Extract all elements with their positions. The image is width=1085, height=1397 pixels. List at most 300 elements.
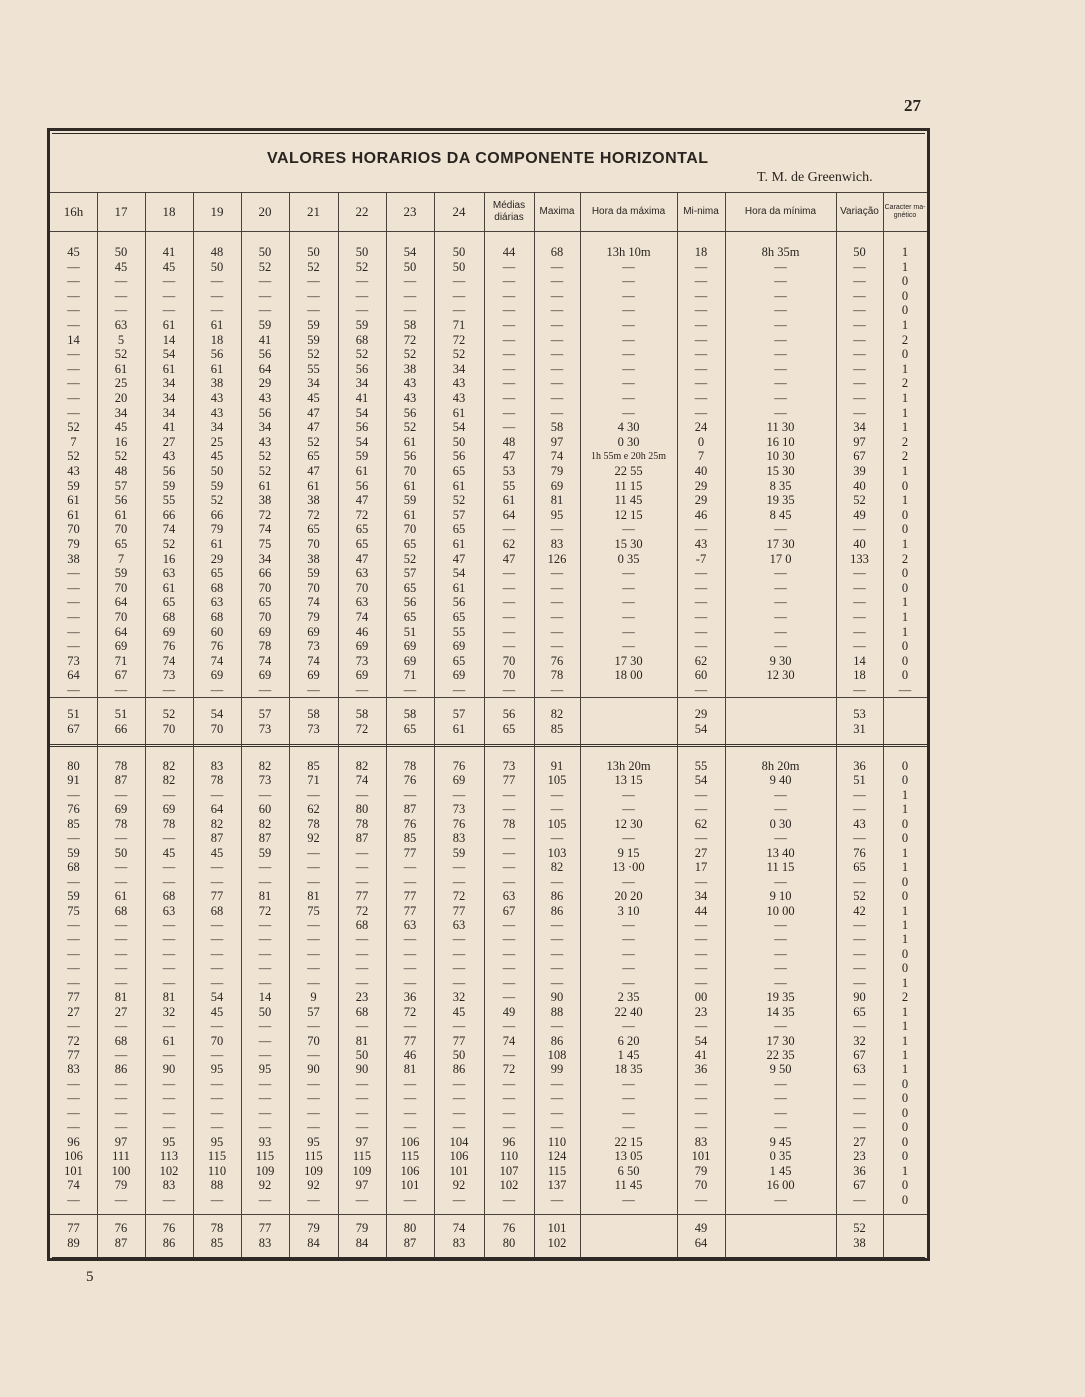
table-cell: 101 (691, 1149, 711, 1164)
table-cell: 25 (114, 376, 128, 391)
table-cell: 82 (258, 759, 272, 773)
column-header: 19 (210, 204, 224, 219)
table-cell: 109 (255, 1163, 275, 1178)
table-cell: 2 (901, 990, 909, 1005)
table-cell: 78 (550, 668, 564, 683)
table-cell: — (502, 595, 516, 610)
table-cell: 90 (355, 1062, 369, 1077)
frame-inner-line (52, 1257, 925, 1258)
table-cell: 72 (355, 722, 369, 736)
table-cell: 69 (550, 478, 564, 493)
table-cell: — (774, 975, 787, 990)
table-cell: 61 (355, 464, 369, 478)
table-cell: 90 (853, 990, 866, 1005)
table-cell: 54 (210, 990, 224, 1005)
table-cell: 1 (901, 1062, 909, 1077)
table-row (50, 522, 927, 537)
table-cell: — (774, 874, 787, 889)
table-cell: — (67, 259, 80, 274)
table-row (50, 817, 927, 832)
table-cell: 102 (547, 1236, 567, 1250)
table-cell: 86 (162, 1236, 176, 1250)
row-rule (50, 231, 927, 232)
table-cell: 83 (452, 1236, 466, 1250)
table-cell: 3 10 (617, 903, 640, 918)
table-cell: 57 (114, 478, 128, 493)
table-cell: 52 (307, 347, 320, 362)
table-cell: — (774, 1120, 787, 1135)
table-cell: 54 (355, 434, 369, 449)
table-cell: — (403, 961, 417, 976)
table-cell: 0 (901, 1105, 909, 1120)
table-cell: 65 (853, 1004, 866, 1019)
table-cell: 0 30 (769, 816, 792, 831)
table-cell: — (162, 787, 176, 802)
table-cell: 9 45 (769, 1134, 792, 1149)
table-cell: 86 (550, 1033, 564, 1048)
table-cell: — (550, 259, 564, 274)
table-cell: 61 (162, 580, 176, 595)
table-cell: 5 (117, 332, 125, 347)
table-cell: 65 (307, 449, 320, 464)
table-cell: 61 (403, 478, 417, 493)
table-cell: 11 30 (766, 420, 795, 435)
table-cell: — (502, 361, 516, 376)
table-cell: 59 (307, 318, 320, 332)
column-header: 21 (307, 204, 320, 219)
table-row (50, 435, 927, 450)
table-cell: 68 (114, 903, 128, 918)
table-cell: 50 (403, 259, 417, 274)
table-cell: — (258, 946, 272, 961)
table-cell: — (67, 361, 80, 376)
table-cell: — (694, 288, 708, 303)
table-cell: — (258, 961, 272, 976)
table-cell: 46 (355, 624, 369, 639)
table-cell: — (550, 802, 564, 817)
table-cell: 95 (550, 507, 564, 522)
table-cell: 0 (901, 1178, 909, 1193)
table-cell: 126 (547, 551, 567, 566)
table-cell: — (622, 405, 635, 420)
table-cell: — (774, 787, 787, 802)
table-row (50, 625, 927, 640)
table-cell: — (162, 917, 176, 932)
table-cell: — (694, 975, 708, 990)
table-cell: — (502, 624, 516, 639)
table-cell: — (355, 946, 369, 961)
table-cell: 65 (258, 595, 272, 610)
table-cell: 70 (694, 1178, 708, 1193)
table-cell: 76 (162, 1221, 176, 1235)
table-cell: — (622, 332, 635, 347)
table-cell: 90 (162, 1062, 176, 1077)
table-cell: — (622, 975, 635, 990)
table-cell: 115 (400, 1149, 420, 1164)
table-cell: 115 (255, 1149, 275, 1164)
table-cell: 71 (307, 773, 320, 788)
table-cell: — (403, 1120, 417, 1135)
table-cell: — (622, 1120, 635, 1135)
table-cell: — (502, 1076, 516, 1091)
table-cell: 46 (694, 507, 708, 522)
table-cell: 65 (452, 610, 466, 624)
table-row (50, 610, 927, 625)
table-cell: — (550, 1019, 564, 1034)
table-cell: — (622, 639, 635, 654)
table-cell: 69 (403, 653, 417, 668)
table-cell: 64 (694, 1236, 708, 1250)
table-cell: — (355, 1105, 369, 1120)
table-cell: 78 (210, 773, 224, 788)
table-cell: 79 (307, 1221, 320, 1235)
table-cell: 70 (162, 722, 176, 736)
table-cell: — (355, 1076, 369, 1091)
table-cell: 59 (67, 845, 80, 860)
table-cell: — (258, 288, 272, 303)
table-cell: 43 (403, 376, 417, 391)
table-cell: 83 (452, 831, 466, 846)
table-cell: 43 (452, 391, 466, 405)
table-cell: — (210, 961, 224, 976)
table-cell: — (114, 683, 128, 697)
table-cell: 58 (403, 707, 417, 721)
table-cell: — (502, 874, 516, 889)
table-cell: 76 (210, 639, 224, 654)
table-cell: — (162, 946, 176, 961)
table-cell: 4 30 (617, 420, 640, 435)
table-cell: 69 (403, 639, 417, 654)
table-cell: — (550, 683, 564, 697)
table-cell: — (67, 932, 80, 947)
table-cell: — (502, 932, 516, 947)
table-cell: 43 (403, 391, 417, 405)
table-cell: — (550, 961, 564, 976)
table-cell: 76 (452, 759, 466, 773)
table-cell: 17 (694, 860, 708, 875)
table-cell: 58 (550, 420, 564, 435)
table-row (50, 1149, 927, 1164)
table-cell: — (550, 580, 564, 595)
table-cell: 1 (901, 845, 909, 860)
table-cell: — (307, 860, 320, 875)
table-cell: — (774, 274, 787, 289)
table-cell: — (853, 610, 866, 624)
table-row (50, 274, 927, 289)
table-cell: 36 (694, 1062, 708, 1077)
table-cell: 93 (258, 1134, 272, 1149)
table-cell: — (258, 1105, 272, 1120)
table-cell: 1 (901, 860, 909, 875)
table-cell: 58 (355, 707, 369, 721)
table-cell: 73 (67, 653, 80, 668)
table-cell: 45 (307, 391, 320, 405)
table-cell: — (550, 917, 564, 932)
table-cell: 1 (901, 493, 909, 508)
table-cell: 43 (853, 816, 866, 831)
table-cell: 70 (307, 1033, 320, 1048)
table-cell: 1 (901, 318, 909, 332)
table-cell: 18 00 (614, 668, 643, 683)
table-cell: — (853, 624, 866, 639)
table-cell: 43 (210, 405, 224, 420)
table-cell: 77 (403, 1033, 417, 1048)
table-cell: 7 (697, 449, 705, 464)
table-cell: 61 (210, 318, 224, 332)
table-cell: 56 (355, 361, 369, 376)
table-cell: — (452, 1076, 466, 1091)
table-cell: 90 (550, 990, 564, 1005)
table-cell: — (258, 975, 272, 990)
table-cell: 109 (304, 1163, 323, 1178)
table-cell: 63 (452, 917, 466, 932)
table-cell: 54 (694, 722, 708, 736)
table-cell: — (67, 318, 80, 332)
table-cell: 72 (452, 889, 466, 904)
table-cell: 78 (210, 1221, 224, 1235)
table-cell: 79 (114, 1178, 128, 1193)
table-cell: 51 (67, 707, 80, 721)
table-cell: 63 (114, 318, 128, 332)
table-cell: 99 (550, 1062, 564, 1077)
table-cell: 69 (162, 802, 176, 817)
table-cell: 70 (502, 653, 516, 668)
table-cell: — (550, 932, 564, 947)
table-row (50, 1005, 927, 1020)
table-row (50, 788, 927, 803)
table-cell: — (622, 1076, 635, 1091)
table-cell: — (403, 288, 417, 303)
table-cell: — (774, 932, 787, 947)
table-cell: 57 (307, 1004, 320, 1019)
table-cell: 23 (355, 990, 369, 1005)
table-cell: 50 (258, 245, 272, 259)
table-row (50, 707, 927, 722)
table-cell: — (67, 917, 80, 932)
table-row (50, 1178, 927, 1193)
table-cell: 0 (901, 1192, 909, 1207)
table-cell: 96 (502, 1134, 516, 1149)
column-header: 24 (452, 204, 466, 219)
table-cell: — (774, 639, 787, 654)
table-cell: 34 (307, 376, 320, 391)
table-cell: 56 (403, 405, 417, 420)
table-cell: — (853, 639, 866, 654)
table-cell: 74 (67, 1178, 80, 1193)
table-cell: — (162, 303, 176, 318)
table-cell: 41 (694, 1048, 708, 1062)
table-cell: — (694, 332, 708, 347)
table-cell: — (210, 975, 224, 990)
table-cell: 72 (403, 332, 417, 347)
table-cell: — (853, 1105, 866, 1120)
table-cell: — (114, 831, 128, 846)
table-cell: 23 (853, 1149, 866, 1164)
table-cell: 50 (114, 845, 128, 860)
table-cell: 52 (853, 493, 866, 508)
table-row (50, 245, 927, 260)
table-cell: 43 (694, 537, 708, 551)
table-cell: 55 (307, 361, 320, 376)
table-cell: — (853, 683, 866, 697)
table-cell: 1 (901, 1019, 909, 1034)
table-row (50, 1221, 927, 1236)
table-cell: 78 (403, 759, 417, 773)
table-cell: 77 (403, 889, 417, 904)
table-cell: 69 (258, 668, 272, 683)
table-row (50, 846, 927, 861)
table-cell: 56 (162, 464, 176, 478)
table-cell: 101 (547, 1221, 567, 1235)
table-cell: 69 (355, 639, 369, 654)
table-cell: 52 (258, 449, 272, 464)
table-cell: 65 (114, 537, 128, 551)
table-cell: 92 (452, 1178, 466, 1193)
table-cell: 43 (210, 391, 224, 405)
table-cell: 104 (449, 1134, 469, 1149)
table-cell: 1 (901, 932, 909, 947)
table-row (50, 932, 927, 947)
table-cell: — (307, 1076, 320, 1091)
table-cell: — (67, 595, 80, 610)
table-cell: — (67, 961, 80, 976)
table-cell: 19 35 (766, 493, 795, 508)
table-cell: 90 (307, 1062, 320, 1077)
table-cell: 65 (162, 595, 176, 610)
table-cell: 72 (355, 507, 369, 522)
table-cell: 87 (355, 831, 369, 846)
table-cell: — (307, 917, 320, 932)
table-cell: 68 (355, 917, 369, 932)
table-cell: 63 (355, 595, 369, 610)
table-cell: 38 (853, 1236, 866, 1250)
table-cell: — (162, 932, 176, 947)
table-cell: — (622, 303, 635, 318)
table-cell: — (403, 274, 417, 289)
table-cell: — (502, 802, 516, 817)
table-cell: — (853, 595, 866, 610)
table-cell: — (452, 975, 466, 990)
table-cell: 111 (112, 1149, 130, 1164)
table-cell: — (307, 946, 320, 961)
table-cell: 46 (403, 1048, 417, 1062)
table-cell: 81 (550, 493, 564, 508)
table-cell: — (694, 961, 708, 976)
table-cell: 55 (502, 478, 516, 493)
table-cell: 69 (114, 639, 128, 654)
table-cell: 14 (67, 332, 80, 347)
table-cell: 34 (162, 376, 176, 391)
table-cell: 0 (901, 639, 909, 654)
table-cell: 52 (67, 420, 80, 435)
table-cell: — (403, 1076, 417, 1091)
table-cell: — (114, 874, 128, 889)
column-header: Caracter ma-gnético (884, 204, 926, 219)
table-cell: 79 (307, 610, 320, 624)
table-cell: 85 (67, 816, 80, 831)
table-cell: — (355, 961, 369, 976)
table-cell: 82 (550, 707, 564, 721)
table-cell: 0 (901, 1076, 909, 1091)
table-cell: — (258, 932, 272, 947)
table-cell: 79 (694, 1163, 708, 1178)
table-cell: 2 (901, 434, 909, 449)
table-cell: 41 (162, 420, 176, 435)
table-cell: 77 (355, 889, 369, 904)
table-cell: — (774, 347, 787, 362)
table-cell: 50 (210, 259, 224, 274)
table-cell: 54 (694, 1033, 708, 1048)
table-cell: — (622, 624, 635, 639)
table-cell: 88 (550, 1004, 564, 1019)
table-cell: 78 (114, 759, 128, 773)
table-cell: 29 (694, 478, 708, 493)
table-cell: 85 (307, 759, 320, 773)
table-cell: 68 (355, 1004, 369, 1019)
table-cell: 47 (355, 493, 369, 508)
table-cell: 65 (403, 580, 417, 595)
table-cell: 76 (114, 1221, 128, 1235)
table-cell: 0 (901, 946, 909, 961)
table-cell: — (452, 288, 466, 303)
table-cell: 1 (901, 1163, 909, 1178)
table-cell: 49 (853, 507, 866, 522)
table-cell: — (550, 361, 564, 376)
table-cell: 52 (452, 347, 466, 362)
table-cell: 78 (258, 639, 272, 654)
table-cell: 64 (502, 507, 516, 522)
table-cell: 55 (694, 759, 708, 773)
table-cell: 0 (901, 1134, 909, 1149)
table-cell: 115 (207, 1149, 227, 1164)
table-cell: 77 (67, 990, 80, 1005)
table-cell: — (502, 1105, 516, 1120)
table-cell: 55 (452, 624, 466, 639)
table-cell: — (403, 932, 417, 947)
table-row (50, 831, 927, 846)
table-cell: — (162, 274, 176, 289)
column-header: 16h (63, 204, 84, 219)
table-cell: 70 (403, 464, 417, 478)
table-cell: 73 (258, 722, 272, 736)
table-cell: — (502, 420, 516, 435)
table-cell: — (550, 274, 564, 289)
table-cell: 77 (403, 845, 417, 860)
table-cell: — (67, 288, 80, 303)
table-cell: 1 (901, 975, 909, 990)
table-cell: 29 (694, 707, 708, 721)
table-cell: — (355, 274, 369, 289)
table-cell: 82 (162, 773, 176, 788)
table-cell: — (502, 566, 516, 581)
table-row (50, 376, 927, 391)
table-cell: 34 (355, 376, 369, 391)
table-cell: 69 (452, 668, 466, 683)
table-cell: 36 (853, 1163, 866, 1178)
table-cell: — (853, 1192, 866, 1207)
table-cell: 29 (694, 493, 708, 508)
table-cell: 64 (114, 595, 128, 610)
table-cell: 0 (901, 566, 909, 581)
table-row (50, 1164, 927, 1179)
table-cell: 89 (67, 1236, 80, 1250)
table-cell: 70 (114, 522, 128, 537)
table-cell: 74 (307, 595, 320, 610)
table-cell: — (550, 566, 564, 581)
table-cell: — (355, 975, 369, 990)
table-cell: — (550, 946, 564, 961)
table-cell: — (622, 802, 635, 817)
